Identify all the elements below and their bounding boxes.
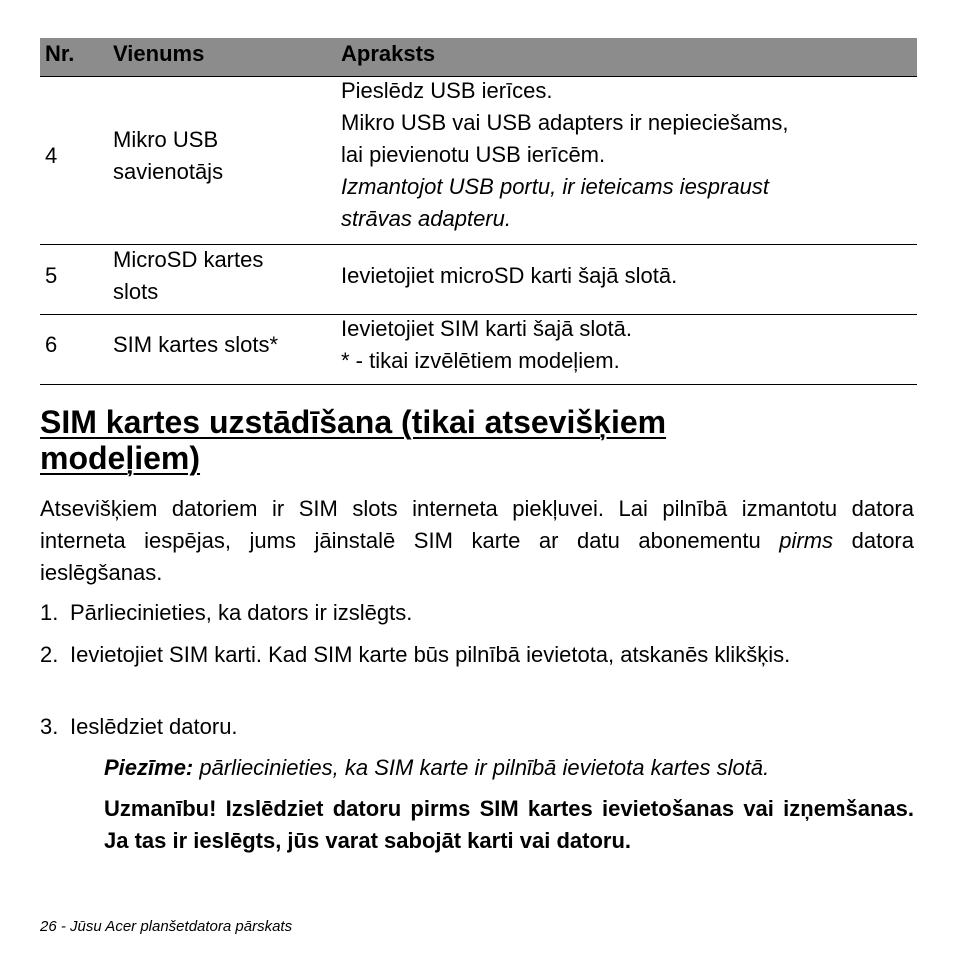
step-number: 2. [40,642,59,667]
step-text: Ievietojiet SIM karti. Kad SIM karte būs pilnībā ievietota, atskanēs klikšķis. [70,642,791,667]
intro-text-end: datora ieslēgšanas. [40,528,914,585]
description-line: Mikro USB vai USB adapters ir nepieciešams, [341,110,789,135]
description-line: Ievietojiet SIM karti šajā slotā. [341,316,633,341]
row-item [113,329,278,361]
item-line: slots [113,279,159,304]
row-item [113,244,263,308]
description-line: Ievietojiet microSD karti šajā slotā. [341,263,678,288]
section-title-text: SIM kartes uzstādīšana (tikai atsevišķiem modeļiem) [40,404,667,476]
note-label: Piezīme: [104,755,194,780]
step-text: Pārliecinieties, ka dators ir izslēgts. [70,600,413,625]
list-item [40,711,914,743]
item-line: savienotājs [113,159,224,184]
step-text: Ieslēdziet datoru. [70,714,238,739]
list-item [40,597,914,629]
item-line: MicroSD kartes [113,247,264,272]
header-item: Vienums [113,41,205,66]
component-table [40,38,917,385]
row-number: 6 [45,332,58,357]
description-line-italic: strāvas adapteru. [341,206,511,231]
header-nr: Nr. [45,41,75,66]
row-description [341,313,632,377]
table-row [40,315,917,385]
page-footer: 26 - Jūsu Acer planšetdatora pārskats [40,918,293,935]
step-number: 1. [40,600,59,625]
list-item [40,639,914,671]
item-line: Mikro USB [113,127,219,152]
row-item [113,124,223,188]
description-line: * - tikai izvēlētiem modeļiem. [341,348,620,373]
intro-emphasis: pirms [779,528,834,553]
table-row [40,245,917,315]
row-number: 5 [45,263,58,288]
row-description [341,75,789,235]
step-number: 3. [40,714,59,739]
description-line: lai pievienotu USB ierīcēm. [341,142,606,167]
header-description: Apraksts [341,41,436,66]
note-text: pārliecinieties, ka SIM karte ir pilnībā ievietota kartes slotā. [193,755,770,780]
description-line-italic: Izmantojot USB portu, ir ieteicams iespraust [341,174,769,199]
table-row [40,77,917,245]
row-number: 4 [45,143,58,168]
item-line: SIM kartes slots* [113,332,279,357]
intro-paragraph [40,493,914,589]
description-line: Pieslēdz USB ierīces. [341,78,553,103]
table-header [40,38,917,77]
row-description [341,260,677,292]
intro-text: Atsevišķiem datoriem ir SIM slots interneta piekļuvei. Lai pilnībā izmantotu datora interneta iespējas, jums jāinstalē SIM karte ar datu abonementu [40,496,914,553]
note [104,752,914,784]
section-title [40,404,800,476]
warning: Uzmanību! Izslēdziet datoru pirms SIM kartes ievietošanas vai izņemšanas. Ja tas ir ieslēgts, jūs varat sabojāt karti vai datoru. [104,796,914,853]
